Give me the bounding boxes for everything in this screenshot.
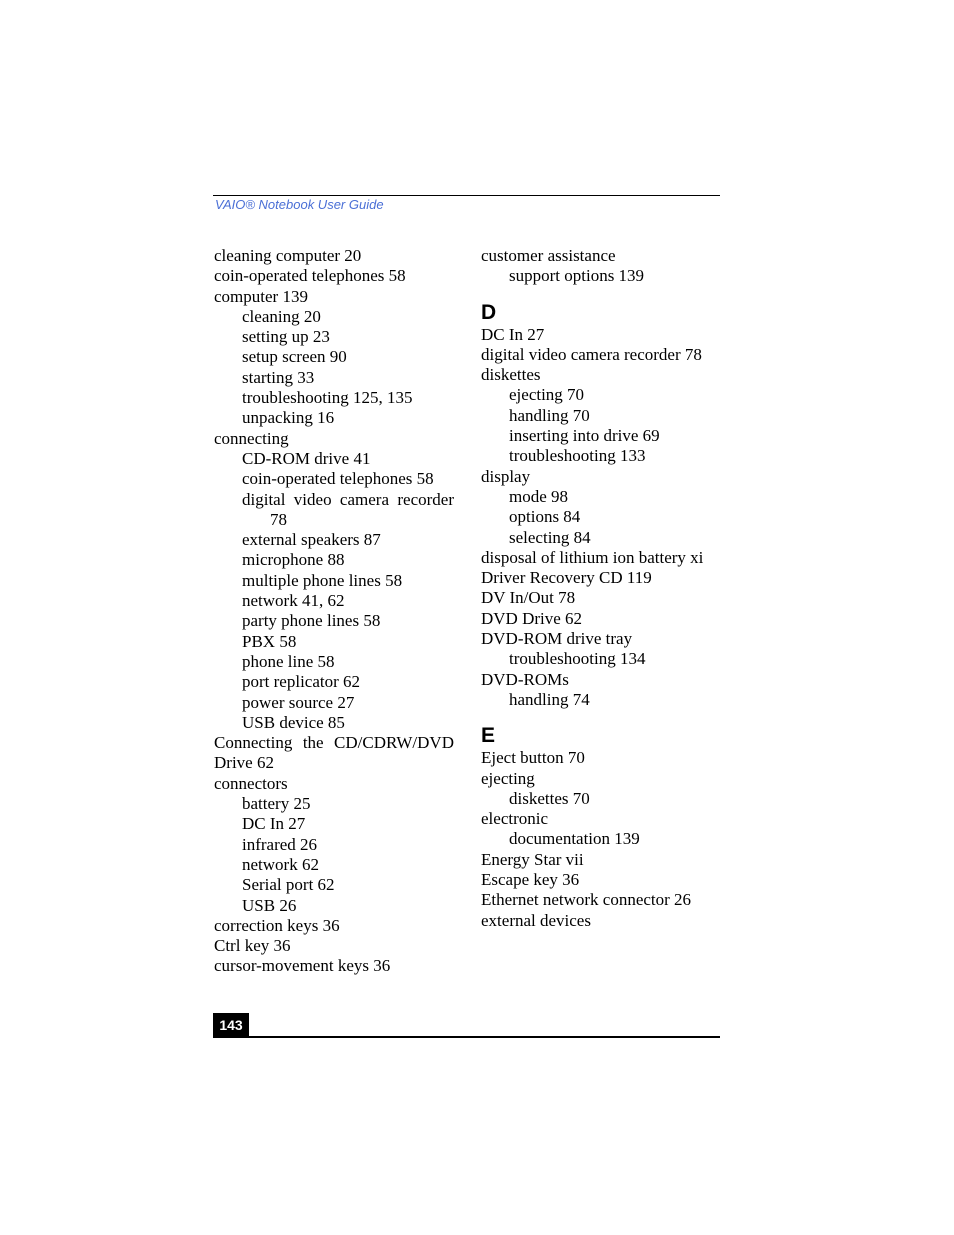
index-subentry: infrared 26	[242, 834, 318, 854]
index-entry: DC In 27	[481, 324, 545, 344]
index-entry: diskettes	[481, 365, 541, 385]
index-column-left	[214, 246, 454, 977]
index-subentry: USB device 85	[242, 712, 345, 732]
index-subentry: inserting into drive 69	[509, 426, 660, 446]
index-subentry: handling 70	[509, 405, 590, 425]
index-subentry: phone line 58	[242, 651, 335, 671]
footer-rule	[213, 1036, 720, 1038]
index-entry: DV In/Out 78	[481, 588, 576, 608]
index-subentry: network 62	[242, 854, 319, 874]
index-subentry: USB 26	[242, 895, 297, 915]
index-subentry: setup screen 90	[242, 347, 347, 367]
index-subentry: multiple phone lines 58	[242, 570, 403, 590]
index-subentry: unpacking 16	[242, 408, 335, 428]
index-subentry: documentation 139	[509, 829, 640, 849]
index-subentry: party phone lines 58	[242, 611, 381, 631]
index-entry: cursor-movement keys 36	[214, 956, 391, 976]
index-subentry: microphone 88	[242, 550, 345, 570]
index-entry: electronic	[481, 809, 549, 829]
index-entry: Ctrl key 36	[214, 936, 291, 956]
index-subentry: ejecting 70	[509, 385, 585, 405]
index-subentry: network 41, 62	[242, 591, 345, 611]
running-header: VAIO® Notebook User Guide	[215, 197, 384, 212]
index-entry: correction keys 36	[214, 915, 340, 935]
section-letter-d: D	[481, 300, 497, 324]
index-entry: ejecting	[481, 768, 535, 788]
index-section-d	[481, 325, 721, 711]
index-entry: Driver Recovery CD 119	[481, 568, 652, 588]
index-subentry: power source 27	[242, 692, 355, 712]
index-subentry: selecting 84	[509, 527, 591, 547]
index-subentry: troubleshooting 133	[509, 446, 646, 466]
section-letter-e: E	[481, 724, 496, 748]
index-subentry: digital video camera recorder 78	[242, 489, 454, 529]
index-section-e	[481, 748, 721, 931]
index-entry: DVD Drive 62	[481, 608, 583, 628]
index-subentry: CD-ROM drive 41	[242, 448, 371, 468]
index-subentry: Serial port 62	[242, 875, 335, 895]
index-subentry: port replicator 62	[242, 672, 361, 692]
index-subentry: setting up 23	[242, 327, 330, 347]
index-subentry: cleaning 20	[242, 306, 321, 326]
index-subentry: troubleshooting 134	[509, 649, 646, 669]
index-subentry: troubleshooting 125, 135	[242, 388, 413, 408]
index-entry: customer assistance	[481, 246, 616, 265]
header-rule	[213, 195, 720, 196]
index-subentry: DC In 27	[242, 814, 306, 834]
index-entry: Energy Star vii	[481, 849, 584, 869]
index-subentry: diskettes 70	[509, 788, 590, 808]
index-entry: Eject button 70	[481, 748, 585, 768]
index-entry: display	[481, 466, 531, 486]
index-subentry: handling 74	[509, 689, 590, 709]
index-entry: disposal of lithium ion battery xi	[481, 547, 704, 567]
index-group-customer-assistance	[481, 246, 721, 287]
index-subentry: mode 98	[509, 486, 569, 506]
index-entry: cleaning computer 20	[214, 246, 362, 265]
index-column-right	[481, 246, 721, 931]
index-subentry: coin-operated telephones 58	[242, 469, 434, 489]
index-entry: coin-operated telephones 58	[214, 266, 406, 286]
index-entry: external devices	[481, 910, 591, 930]
index-subentry: external speakers 87	[242, 530, 381, 550]
index-entry: Connecting the CD/CDRW/DVD Drive 62	[214, 733, 454, 773]
page-number-badge: 143	[213, 1013, 249, 1037]
index-entry: DVD-ROM drive tray	[481, 629, 633, 649]
index-entry: DVD-ROMs	[481, 669, 569, 689]
index-subentry: support options 139	[509, 266, 645, 286]
index-entry: connecting	[214, 428, 289, 448]
index-entry: connectors	[214, 773, 288, 793]
index-subentry: battery 25	[242, 794, 311, 814]
index-entry: computer 139	[214, 286, 308, 306]
index-entry: Escape key 36	[481, 870, 580, 890]
index-subentry: options 84	[509, 507, 581, 527]
index-entry: digital video camera recorder 78	[481, 344, 702, 364]
index-entry: Ethernet network connector 26	[481, 890, 692, 910]
index-subentry: PBX 58	[242, 631, 297, 651]
index-subentry: starting 33	[242, 367, 315, 387]
